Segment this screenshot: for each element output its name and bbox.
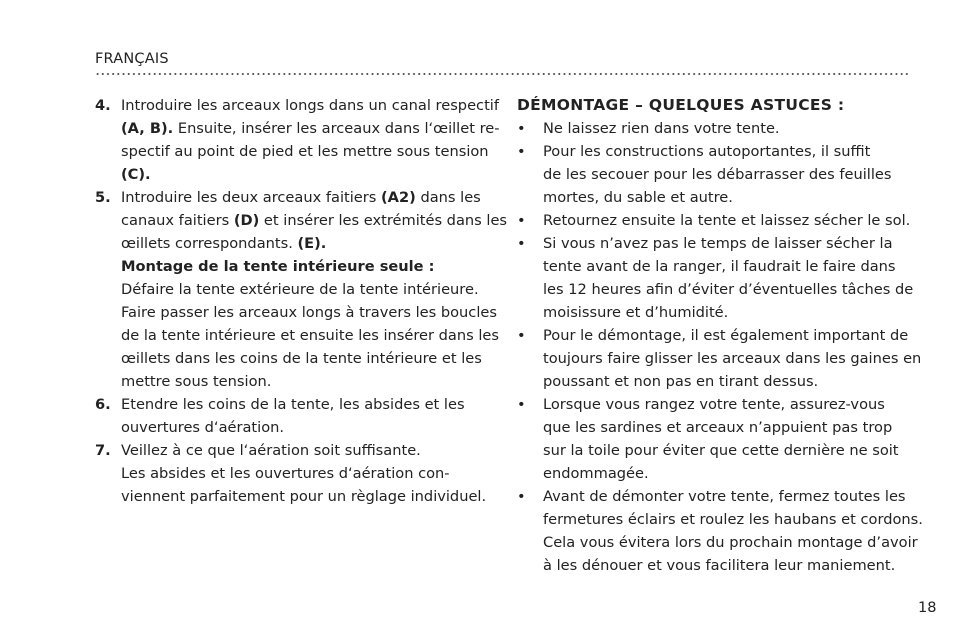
text-segment: ouvertures d‘aération. (121, 419, 285, 436)
bold-reference: (A, B). (121, 120, 174, 137)
bold-reference: Montage de la tente intérieure seule : (121, 258, 435, 275)
text-segment: Veillez à ce que l‘aération soit suffisante. (121, 442, 421, 459)
tip-text-line: Pour le démontage, il est également important de (543, 327, 909, 344)
tip-text-line: fermetures éclairs et roulez les haubans et cordons. (543, 511, 923, 528)
bold-reference: (A2) (381, 189, 416, 206)
step-text-line (121, 232, 495, 255)
instruction-step (95, 439, 495, 508)
step-text-line (121, 347, 495, 370)
step-text-line (121, 370, 495, 393)
text-segment: mettre sous tension. (121, 373, 272, 390)
step-text-line (121, 324, 499, 347)
tip-item (517, 209, 917, 232)
tip-item (517, 485, 923, 577)
tip-text-line: Ne laissez rien dans votre tente. (543, 120, 780, 137)
instruction-step (95, 186, 508, 393)
step-number: 5. (95, 189, 111, 206)
text-segment: de la tente intérieure et ensuite les insérer dans les (121, 327, 499, 344)
tip-text-line: Retournez ensuite la tente et laissez sécher le sol. (543, 212, 911, 229)
step-number: 4. (95, 97, 111, 114)
step-number: 6. (95, 396, 111, 413)
step-text-line (121, 140, 495, 163)
tip-text-line: tente avant de la ranger, il faudrait le faire dans (543, 258, 896, 275)
text-segment: œillets correspondants. (121, 235, 298, 252)
tip-text-line: que les sardines et arceaux n’appuient pas trop (543, 419, 893, 436)
tip-text-line: Si vous n’avez pas le temps de laisser sécher la (543, 235, 893, 252)
tips-list (517, 117, 923, 577)
bullet-icon: • (517, 143, 526, 160)
tip-text-line: à les dénouer et vous facilitera leur maniement. (543, 557, 896, 574)
step-text-line (121, 278, 495, 301)
tip-item (517, 232, 917, 324)
step-text-line (121, 439, 495, 462)
bullet-icon: • (517, 396, 526, 413)
text-segment: Ensuite, insérer les arceaux dans l‘œillet re- (173, 120, 500, 137)
page-number: 18 (918, 600, 937, 616)
tip-text-line: Pour les constructions autoportantes, il suffit (543, 143, 871, 160)
step-text-line (121, 255, 495, 278)
text-segment: Les absides et les ouvertures d‘aération con- (121, 465, 450, 482)
step-text-line (121, 301, 495, 324)
step-text-line (121, 117, 500, 140)
bold-reference: (E). (297, 235, 327, 252)
section-title: DÉMONTAGE – QUELQUES ASTUCES : (517, 96, 845, 114)
bullet-icon: • (517, 212, 526, 229)
tip-item (517, 393, 917, 485)
instruction-step (95, 94, 500, 186)
tip-text-line: poussant et non pas en tirant dessus. (543, 373, 819, 390)
step-text-line (121, 393, 495, 416)
tip-text-line: les 12 heures afin d’éviter d’éventuelles tâches de (543, 281, 914, 298)
text-segment: spectif au point de pied et les mettre sous tension (121, 143, 489, 160)
bullet-icon: • (517, 120, 526, 137)
text-segment: Introduire les arceaux longs dans un canal respectif (121, 97, 499, 114)
text-segment: Faire passer les arceaux longs à travers les boucles (121, 304, 497, 321)
text-segment: œillets dans les coins de la tente intérieure et les (121, 350, 482, 367)
tip-text-line: Lorsque vous rangez votre tente, assurez-vous (543, 396, 885, 413)
tip-text-line: mortes, du sable et autre. (543, 189, 733, 206)
text-segment: Etendre les coins de la tente, les absides et les (121, 396, 465, 413)
dotted-divider (95, 70, 911, 78)
text-segment: Défaire la tente extérieure de la tente intérieure. (121, 281, 479, 298)
dismantling-tips-column (517, 94, 923, 577)
step-number: 7. (95, 442, 111, 459)
step-text-line (121, 416, 495, 439)
text-segment: et insérer les extrémités dans les (259, 212, 508, 229)
bullet-icon: • (517, 327, 526, 344)
assembly-instructions-column (95, 94, 508, 508)
tip-text-line: endommagée. (543, 465, 649, 482)
tip-text-line: moisissure et d’humidité. (543, 304, 729, 321)
bullet-icon: • (517, 488, 526, 505)
text-segment: dans les (415, 189, 481, 206)
bold-reference: (D) (233, 212, 260, 229)
tip-text-line: Cela vous évitera lors du prochain montage d’avoir (543, 534, 918, 551)
tip-text-line: de les secouer pour les débarrasser des feuilles (543, 166, 892, 183)
step-text-line (121, 94, 499, 117)
step-text-line (121, 186, 495, 209)
text-segment: Introduire les deux arceaux faitiers (121, 189, 382, 206)
tip-text-line: sur la toile pour éviter que cette dernière ne soit (543, 442, 899, 459)
tip-text-line: toujours faire glisser les arceaux dans les gaines en (543, 350, 922, 367)
text-segment: viennent parfaitement pour un règlage individuel. (121, 488, 487, 505)
instruction-step (95, 393, 495, 439)
page-header-language: FRANÇAIS (95, 51, 169, 67)
bold-reference: (C). (121, 166, 151, 183)
text-segment: canaux faitiers (121, 212, 234, 229)
step-text-line (121, 209, 508, 232)
tip-text-line: Avant de démonter votre tente, fermez toutes les (543, 488, 906, 505)
step-text-line (121, 485, 495, 508)
step-text-line (121, 462, 495, 485)
step-text-line (121, 163, 495, 186)
tip-item (517, 117, 917, 140)
bullet-icon: • (517, 235, 526, 252)
tip-item (517, 324, 922, 393)
tip-item (517, 140, 917, 209)
